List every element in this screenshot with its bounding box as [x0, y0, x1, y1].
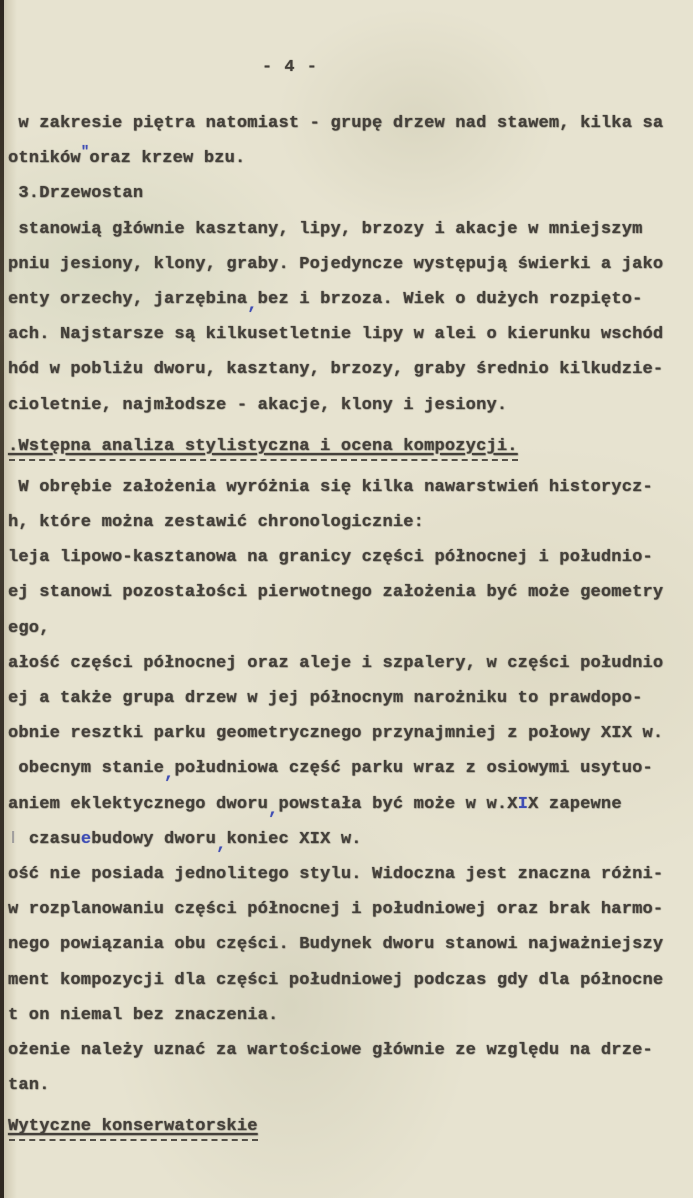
handwritten-annotation: I [517, 794, 529, 814]
text-line [8, 681, 693, 716]
handwritten-annotation: , [268, 800, 279, 820]
text-line [8, 963, 693, 998]
handwritten-annotation: , [247, 295, 258, 315]
typewritten-segment: X zapewne [528, 794, 622, 814]
typewritten-segment: w zakresie piętra natomiast - grupę drzew nad stawem, kilka sa [8, 114, 664, 133]
typewritten-segment: koniec XIX w. [226, 829, 362, 849]
typewritten-segment: obecnym stanie [8, 759, 165, 779]
typewritten-segment: czasu [28, 829, 81, 849]
text-line [8, 857, 693, 892]
text-line [8, 540, 693, 575]
typewritten-segment: hód w pobliżu dworu, kasztany, brzozy, graby średnio kilkudzie- [8, 360, 664, 380]
text-line [8, 176, 693, 211]
text-line [8, 822, 693, 857]
typewritten-segment: tan. [8, 1076, 50, 1096]
typewritten-segment: enty orzechy, jarzębina [8, 289, 248, 309]
typewritten-segment: ego, [8, 618, 50, 638]
text-line [8, 1033, 693, 1068]
typewritten-segment: budowy dworu [91, 829, 217, 849]
text-line [8, 751, 693, 786]
text-line [8, 787, 693, 822]
text-line [8, 892, 693, 927]
text-line [8, 611, 693, 646]
text-line [8, 141, 693, 176]
text-line [8, 388, 693, 423]
text-line [8, 927, 693, 962]
handwritten-annotation: e [80, 829, 92, 849]
page-number: - 4 - [261, 58, 318, 77]
typewritten-segment: powstała być może w w.X [278, 794, 518, 814]
typewritten-segment: otników [8, 149, 81, 169]
margin-mark: ǀ [8, 829, 29, 849]
typewritten-segment: pniu jesiony, klony, graby. Pojedyncze występują świerki a jako [8, 254, 664, 274]
handwritten-annotation: , [216, 835, 227, 855]
text-line [8, 317, 693, 352]
handwritten-annotation: , [164, 765, 175, 785]
typewritten-segment: bez i brzoza. Wiek o dużych rozpięto- [257, 289, 643, 309]
typewritten-segment: obnie resztki parku geometrycznego przynajmniej z połowy XIX w. [8, 724, 664, 744]
scan-left-edge [0, 0, 4, 1198]
typewritten-text-block [8, 106, 693, 1150]
typewritten-segment: w rozplanowaniu części północnej i południowej oraz brak harmo- [8, 900, 664, 920]
text-line [8, 505, 693, 540]
typewritten-segment: .Wstępna analiza stylistyczna i ocena kompozycji. [8, 436, 518, 456]
text-line [8, 212, 693, 247]
text-line [8, 247, 693, 282]
text-line [8, 106, 693, 141]
text-line [8, 646, 693, 681]
text-line [8, 282, 693, 317]
typewritten-segment: nego powiązania obu części. Budynek dworu stanowi najważniejszy [8, 935, 664, 955]
typewritten-segment: ałość części północnej oraz aleje i szpalery, w części południo [8, 653, 664, 673]
typewritten-segment: stanowią głównie kasztany, lipy, brzozy i akacje w mniejszym [8, 219, 643, 239]
typewritten-segment: W obrębie założenia wyróżnia się kilka nawarstwień historycz- [8, 477, 653, 497]
typewritten-segment: oraz krzew bzu. [89, 149, 246, 169]
typewritten-segment: ej stanowi pozostałości pierwotnego założenia być może geometry [8, 583, 664, 603]
typewritten-segment: ment kompozycji dla części południowej podczas gdy dla północne [8, 970, 664, 990]
typewritten-segment: ach. Najstarsze są kilkusetletnie lipy w alei o kierunku wschód [8, 325, 664, 345]
typewritten-segment: ożenie należy uznać za wartościowe głównie ze względu na drze- [8, 1040, 653, 1060]
section-heading [8, 1109, 693, 1144]
typewritten-segment: Wytyczne konserwatorskie [8, 1117, 258, 1137]
section-heading [8, 429, 693, 464]
typewritten-segment: aniem eklektycznego dworu [8, 794, 269, 814]
typewritten-segment: h, które można zestawić chronologicznie: [8, 513, 425, 533]
text-line [8, 998, 693, 1033]
text-line [8, 352, 693, 387]
typewritten-segment: leja lipowo-kasztanowa na granicy części północnej i południo- [8, 548, 653, 568]
typewritten-segment: 3.Drzewostan [8, 184, 144, 204]
typewritten-segment: cioletnie, najmłodsze - akacje, klony i jesiony. [8, 395, 508, 415]
handwritten-annotation: ″ [80, 144, 90, 161]
typewritten-segment: ej a także grupa drzew w jej północnym narożniku to prawdopo- [8, 689, 643, 708]
typewritten-segment: ość nie posiada jednolitego stylu. Widoczna jest znaczna różni- [8, 864, 664, 884]
typewritten-segment: południowa część parku wraz z osiowymi usytuo- [174, 759, 653, 779]
text-line [8, 1068, 693, 1103]
text-line [8, 575, 693, 610]
text-line [8, 470, 693, 505]
typewritten-segment: t on niemal bez znaczenia. [8, 1005, 279, 1025]
text-line [8, 716, 693, 751]
